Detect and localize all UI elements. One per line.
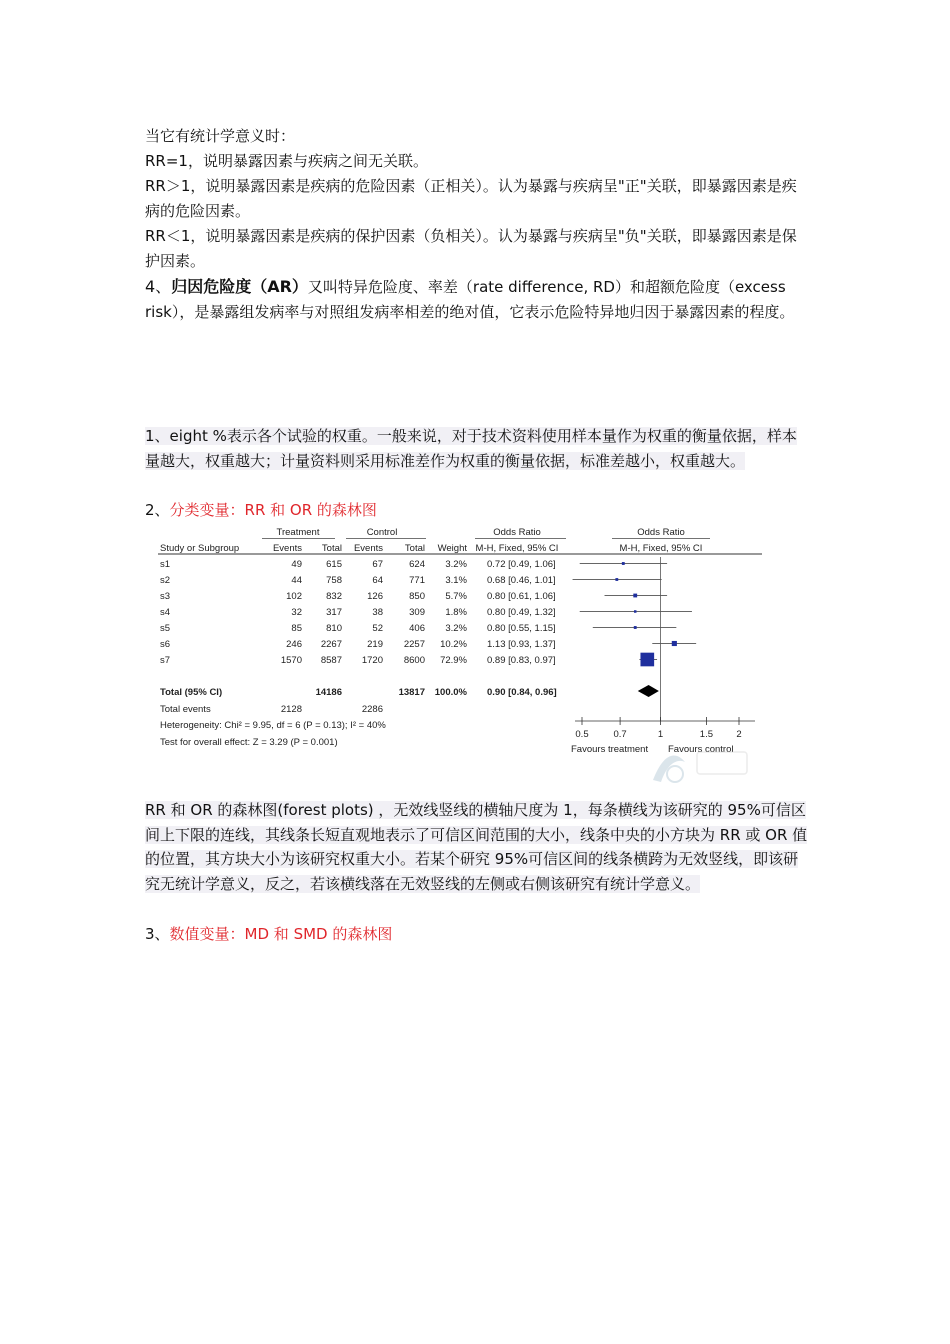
study-name: s2 [160, 575, 171, 586]
attributable-risk-term: 归因危险度（AR） [171, 277, 308, 296]
treatment-total: 317 [326, 607, 342, 618]
paragraph-attributable-risk [145, 275, 810, 324]
study-name: s6 [160, 639, 171, 650]
total-label: Total (95% CI) [160, 687, 223, 698]
study-name: s3 [160, 591, 171, 602]
treatment-total: 8587 [320, 655, 342, 666]
heading-numeric-text: 数值变量：MD 和 SMD 的森林图 [169, 925, 393, 943]
heading-categorical-forest [145, 498, 810, 523]
or-marker [634, 610, 637, 613]
header-control: Control [366, 527, 398, 538]
treatment-events: 102 [286, 591, 302, 602]
header-method-left: M-H, Fixed, 95% CI [475, 543, 559, 554]
control-events: 64 [372, 575, 383, 586]
control-events: 219 [367, 639, 383, 650]
heading-categorical-text: 分类变量：RR 和 OR 的森林图 [169, 501, 377, 519]
paragraph-rr-equal-1: RR=1，说明暴露因素与疾病之间无关联。 [145, 152, 428, 170]
study-ci: 0.80 [0.49, 1.32] [487, 607, 556, 618]
heterogeneity-text: Heterogeneity: Chi² = 9.95, df = 6 (P = 0.13); I² = 40% [160, 720, 386, 731]
x-tick-label: 2 [736, 729, 742, 740]
paragraph-significance-intro: 当它有统计学意义时： [145, 127, 296, 145]
table-row [160, 653, 657, 667]
treatment-events: 246 [286, 639, 302, 650]
treatment-total: 832 [326, 591, 342, 602]
control-events: 67 [372, 559, 383, 570]
header-study: Study or Subgroup [160, 543, 240, 554]
x-tick-label: 0.7 [613, 729, 627, 740]
total-events-label: Total events [160, 704, 211, 715]
treatment-total: 810 [326, 623, 342, 634]
or-marker [633, 594, 637, 598]
weight-text: 1、eight %表示各个试验的权重。一般来说，对于技术资料使用样本量作为权重的衡量依据，样本量越大，权重越大；计量资料则采用标准差作为权重的衡量依据，标准差越小，权重越大。 [145, 427, 797, 470]
heading-number: 2、 [145, 501, 170, 519]
study-weight: 3.2% [445, 559, 467, 570]
study-weight: 72.9% [440, 655, 467, 666]
header-c-total: Total [404, 543, 425, 554]
favours-control: Favours control [668, 744, 734, 755]
control-total: 624 [409, 559, 425, 570]
control-events: 1720 [361, 655, 383, 666]
header-method-right: M-H, Fixed, 95% CI [619, 543, 703, 554]
study-weight: 3.1% [445, 575, 467, 586]
x-tick-label: 1 [657, 729, 664, 740]
study-name: s5 [160, 623, 171, 634]
header-odds-ratio-right: Odds Ratio [637, 527, 685, 538]
heading-numeric-forest [145, 922, 810, 947]
x-tick-label: 0.5 [575, 729, 589, 740]
or-marker [672, 641, 677, 646]
header-weight: Weight [437, 543, 467, 554]
study-ci: 0.68 [0.46, 1.01] [487, 575, 556, 586]
section-number: 4、 [145, 277, 172, 296]
header-t-total: Total [321, 543, 342, 554]
paragraph-forest-explanation [145, 798, 810, 896]
total-c-events: 2286 [361, 704, 383, 715]
treatment-events: 32 [291, 607, 302, 618]
overall-effect-text: Test for overall effect: Z = 3.29 (P = 0.001) [160, 737, 338, 748]
table-row [160, 575, 662, 586]
control-total: 2257 [403, 639, 425, 650]
control-total: 850 [409, 591, 425, 602]
or-marker [615, 578, 618, 581]
control-events: 38 [372, 607, 383, 618]
total-c-total: 13817 [398, 687, 425, 698]
header-treatment: Treatment [276, 527, 320, 538]
table-row [160, 591, 667, 602]
treatment-total: 615 [326, 559, 342, 570]
header-c-events: Events [353, 543, 383, 554]
study-rows [160, 559, 696, 666]
header-odds-ratio-left: Odds Ratio [493, 527, 541, 538]
study-ci: 0.80 [0.55, 1.15] [487, 623, 556, 634]
treatment-total: 758 [326, 575, 342, 586]
treatment-events: 1570 [280, 655, 302, 666]
study-weight: 10.2% [440, 639, 467, 650]
control-events: 52 [372, 623, 383, 634]
table-row [160, 607, 692, 618]
study-name: s1 [160, 559, 171, 570]
x-tick-label: 1.5 [699, 729, 714, 740]
table-row [160, 559, 667, 570]
study-ci: 0.89 [0.83, 0.97] [487, 655, 556, 666]
study-weight: 1.8% [445, 607, 467, 618]
study-name: s4 [160, 607, 171, 618]
study-name: s7 [160, 655, 171, 666]
total-diamond [638, 685, 659, 697]
heading-number: 3、 [145, 925, 170, 943]
control-events: 126 [367, 591, 383, 602]
total-t-total: 14186 [315, 687, 342, 698]
treatment-events: 49 [291, 559, 302, 570]
treatment-events: 85 [291, 623, 302, 634]
study-ci: 0.72 [0.49, 1.06] [487, 559, 556, 570]
header-t-events: Events [272, 543, 302, 554]
paragraph-weight [145, 424, 810, 473]
total-ci: 0.90 [0.84, 0.96] [487, 687, 557, 698]
paragraph-rr-greater-1: RR＞1，说明暴露因素是疾病的危险因素（正相关）。认为暴露与疾病呈"正"关联，即暴露因素是疾病的危险因素。 [145, 177, 797, 220]
forest-explanation-text: RR 和 OR 的森林图(forest plots) ，无效线竖线的横轴尺度为 1，每条横线为该研究的 95%可信区间上下限的连线，其线条长短直观地表示了可信区间范围的大小，线条中央的小方块为 RR 或 OR 值的位置，其方块大小为该研究权重大小。若某个研究 95%可信区间的线条横跨为无效竖线，即该研究无统计学意义，反之，若该横线落在无效竖线的左侧或右侧该研究有统计学意义。 [145, 801, 808, 893]
control-total: 771 [409, 575, 425, 586]
favours-treatment: Favours treatment [571, 744, 649, 755]
control-total: 309 [409, 607, 425, 618]
or-marker [640, 653, 654, 667]
paragraph-rr-less-1: RR＜1，说明暴露因素是疾病的保护因素（负相关）。认为暴露与疾病呈"负"关联，即暴露因素是保护因素。 [145, 227, 797, 270]
watermark-logo [645, 744, 755, 788]
table-row [160, 639, 696, 650]
study-ci: 0.80 [0.61, 1.06] [487, 591, 556, 602]
study-ci: 1.13 [0.93, 1.37] [487, 639, 556, 650]
x-axis-ticks [575, 717, 741, 740]
total-t-events: 2128 [280, 704, 302, 715]
total-weight: 100.0% [434, 687, 467, 698]
or-marker [622, 562, 625, 565]
control-total: 8600 [403, 655, 425, 666]
attributable-risk-definition: 又叫特异危险度、率差（rate difference, RD）和超额危险度（excess risk），是暴露组发病率与对照组发病率相差的绝对值，它表示危险特异地归因于暴露因素的程度。 [145, 278, 795, 321]
or-marker [634, 626, 637, 629]
study-weight: 5.7% [445, 591, 467, 602]
treatment-total: 2267 [320, 639, 342, 650]
study-weight: 3.2% [445, 623, 467, 634]
table-row [160, 623, 676, 634]
control-total: 406 [409, 623, 425, 634]
treatment-events: 44 [291, 575, 302, 586]
